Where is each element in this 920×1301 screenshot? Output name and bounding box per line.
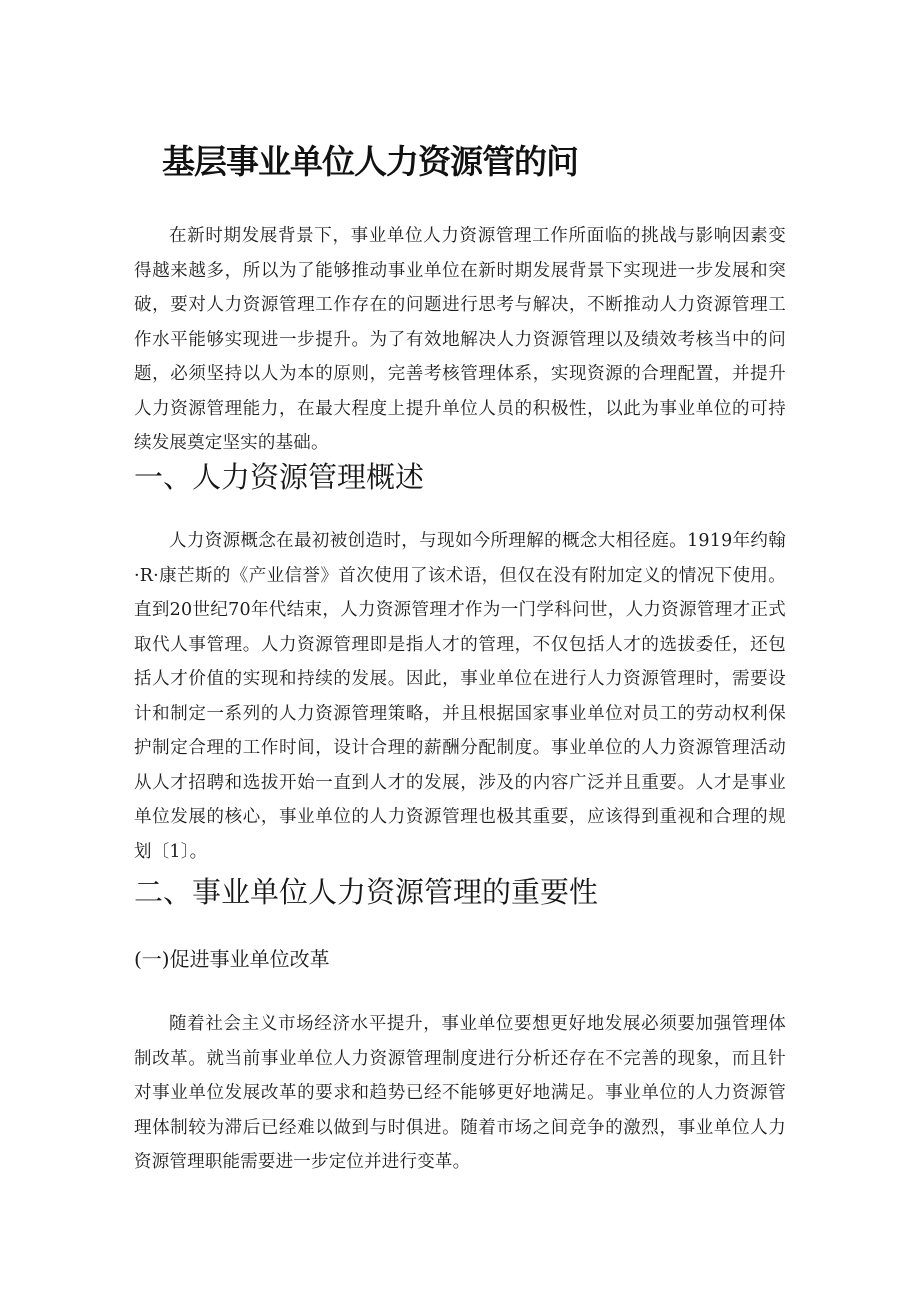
section-1-heading: 一、人力资源管理概述 <box>134 460 425 494</box>
subsection-1-heading: (一)促进事业单位改革 <box>134 947 330 971</box>
intro-paragraph: 在新时期发展背景下，事业单位人力资源管理工作所面临的挑战与影响因素变得越来越多，所以为了能够推动事业单位在新时期发展背景下实现进一步发展和突破，要对人力资源管理工作存在的问题进行思考与解决，不断推动人力资源管理工作水平能够实现进一步提升。为了有效地解决人力资源管理以及绩效考核当中的问题，必须坚持以人为本的原则，完善考核管理体系，实现资源的合理配置，并提升人力资源管理能力，在最大程度上提升单位人员的积极性，以此为事业单位的可持续发展奠定坚实的基础。 <box>134 226 786 453</box>
subsection-1-paragraph: 随着社会主义市场经济水平提升，事业单位要想更好地发展必须要加强管理体制改革。就当前事业单位人力资源管理制度进行分析还存在不完善的现象，而且针对事业单位发展改革的要求和趋势已经不能够更好地满足。事业单位的人力资源管理体制较为滞后已经难以做到与时俱进。随着市场之间竞争的激烈，事业单位人力资源管理职能需要进一步定位并进行变革。 <box>134 1014 786 1172</box>
section-2-heading: 二、事业单位人力资源管理的重要性 <box>134 875 599 909</box>
document-title: 基层事业单位人力资源管的问 <box>162 142 578 181</box>
section-1-paragraph: 人力资源概念在最初被创造时，与现如今所理解的概念大相径庭。1919年约翰·R·康芒斯的《产业信誉》首次使用了该术语，但仅在没有附加定义的情况下使用。直到20世纪70年代结束，人力资源管理才作为一门学科问世，人力资源管理才正式取代人事管理。人力资源管理即是指人才的管理，不仅包括人才的选拔委任，还包括人才价值的实现和持续的发展。因此，事业单位在进行人力资源管理时，需要设计和制定一系列的人力资源管理策略，并且根据国家事业单位对员工的劳动权利保护制定合理的工作时间，设计合理的薪酬分配制度。事业单位的人力资源管理活动从人才招聘和选拔开始一直到人才的发展，涉及的内容广泛并且重要。人才是事业单位发展的核心，事业单位的人力资源管理也极其重要，应该得到重视和合理的规划〔1〕。 <box>134 531 786 862</box>
